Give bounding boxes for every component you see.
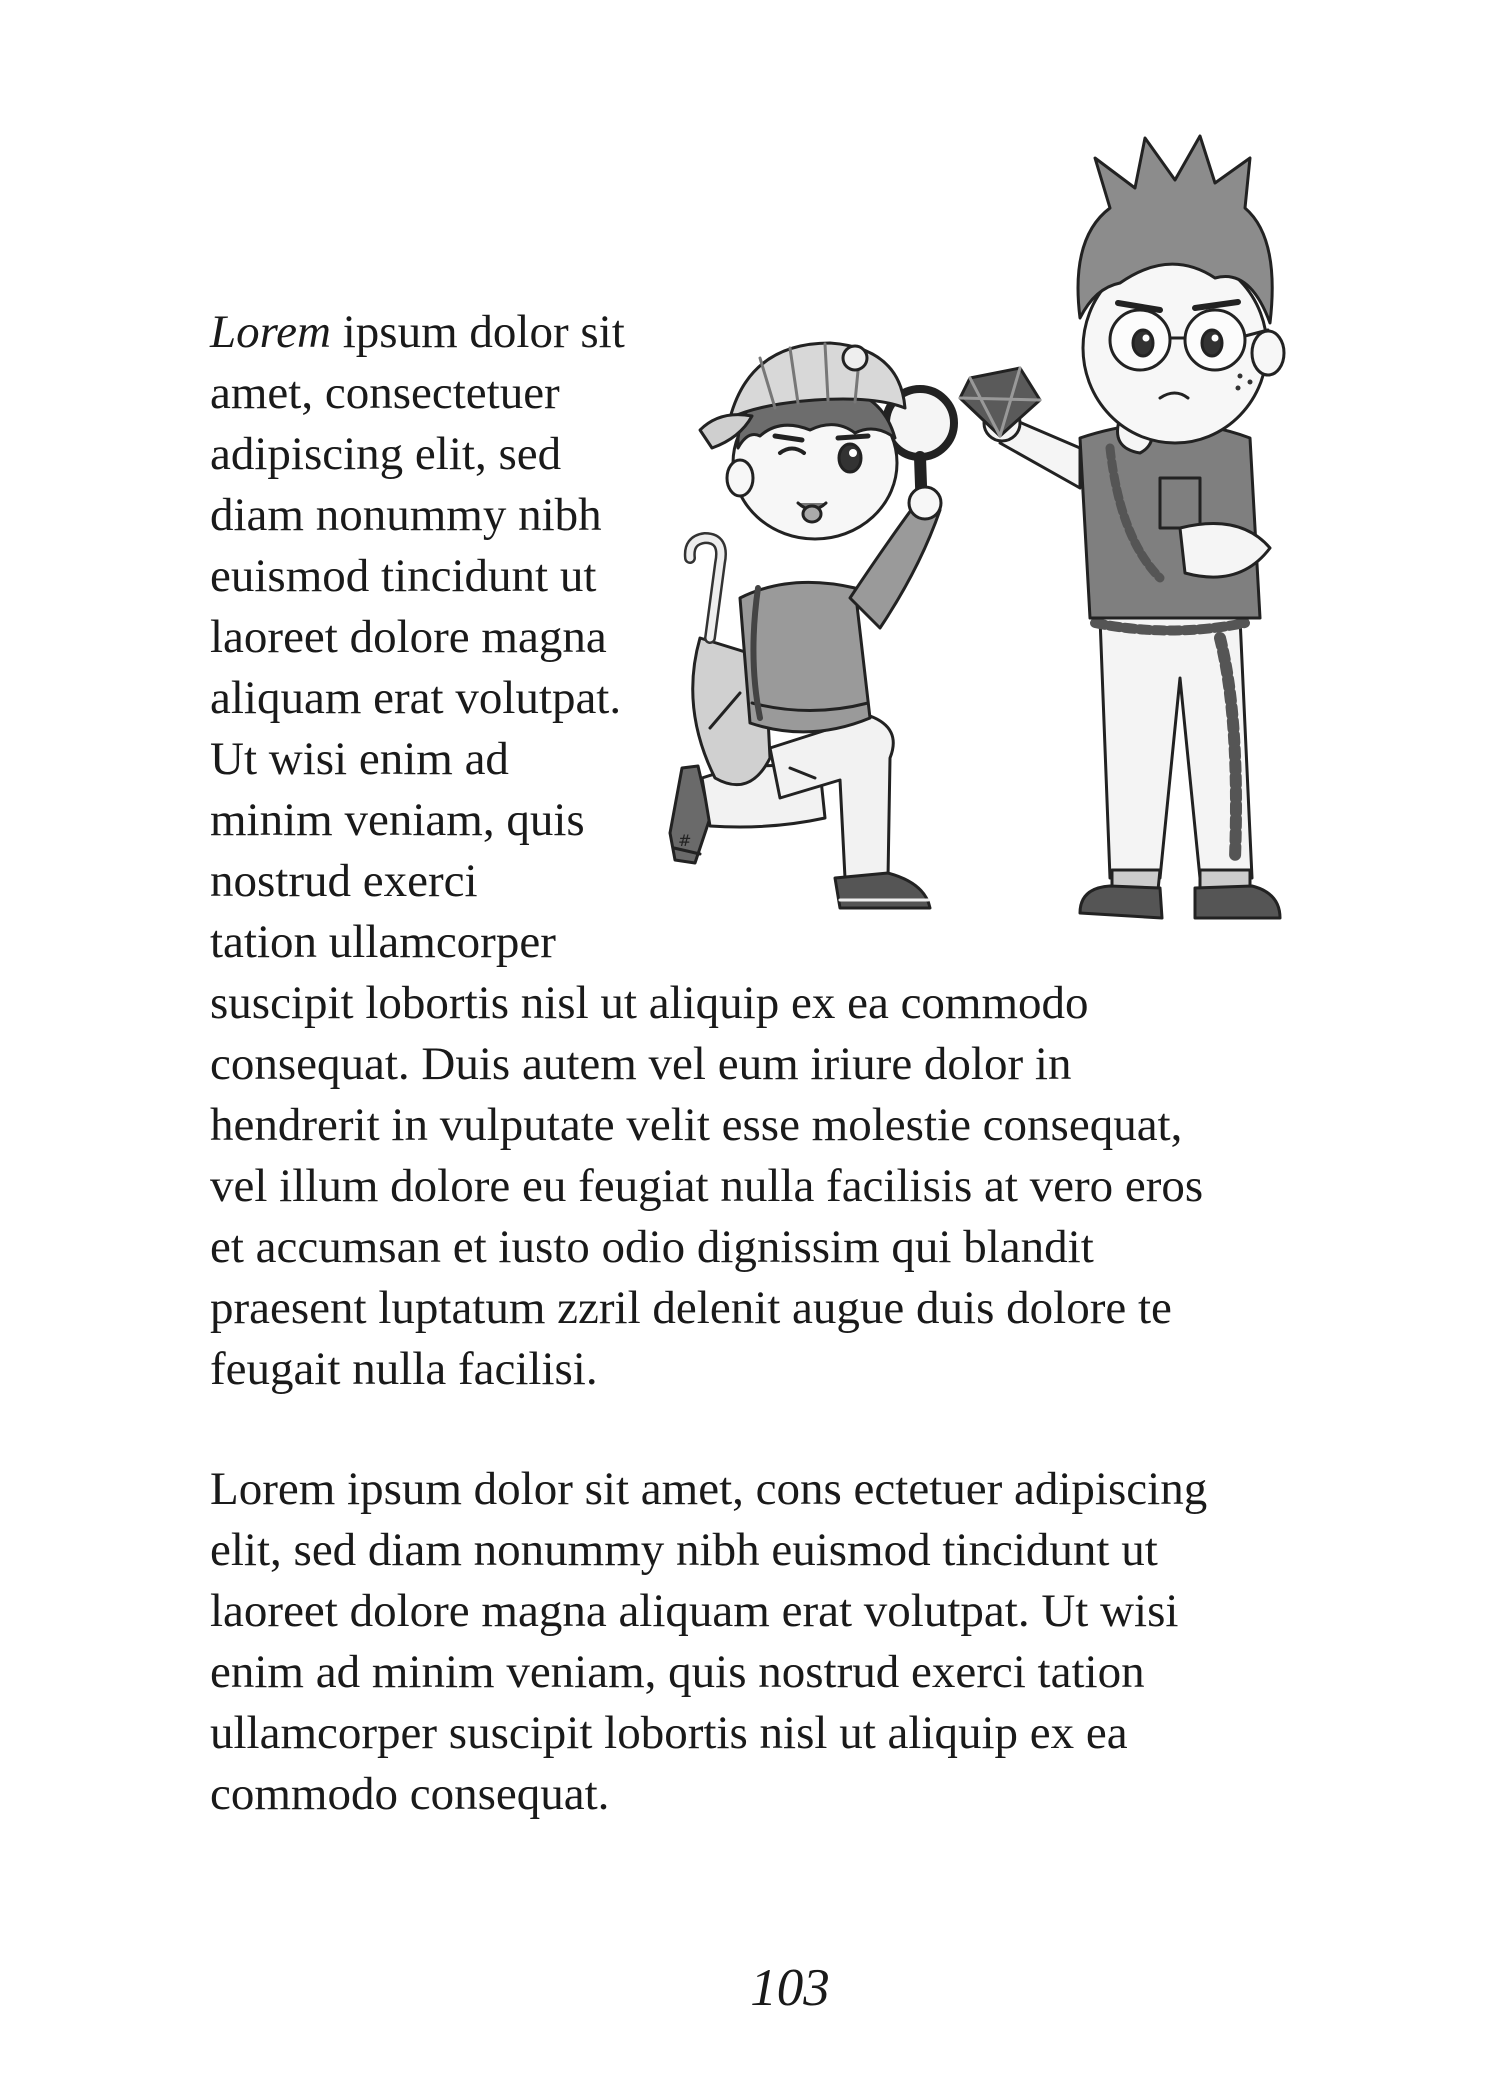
paragraph-line: enim ad minim veniam, quis nostrud exerci tation — [210, 1646, 1145, 1698]
paragraph-line: feugait nulla facilisi. — [210, 1343, 598, 1395]
svg-text:#: # — [678, 831, 692, 850]
paragraph-line: Lorem ipsum dolor sit — [210, 306, 625, 358]
page-number: 103 — [750, 1959, 830, 2017]
paragraph-line: Lorem ipsum dolor sit amet, cons ectetuer adipiscing — [210, 1463, 1208, 1515]
paragraph-line: vel illum dolore eu feugiat nulla facilisis at vero eros — [210, 1160, 1204, 1212]
paragraph-line: diam nonummy nibh — [210, 489, 602, 541]
paragraph-line: euismod tincidunt ut — [210, 550, 597, 602]
paragraph-line: tation ullamcorper — [210, 916, 556, 968]
paragraph-line: Ut wisi enim ad — [210, 733, 509, 785]
standing-kid-figure — [960, 136, 1284, 918]
paragraph-line: et accumsan et iusto odio dignissim qui blandit — [210, 1221, 1094, 1273]
paragraph-line: commodo consequat. — [210, 1768, 610, 1820]
paragraph-line: laoreet dolore magna — [210, 611, 607, 663]
paragraph-line: amet, consectetuer — [210, 367, 560, 419]
kneeling-kid-figure — [670, 343, 954, 908]
paragraph-line: elit, sed diam nonummy nibh euismod tincidunt ut — [210, 1524, 1158, 1576]
paragraph-line: minim veniam, quis — [210, 794, 585, 846]
paragraph-line: adipiscing elit, sed — [210, 428, 562, 480]
paragraph-line: hendrerit in vulputate velit esse molestie consequat, — [210, 1099, 1183, 1151]
paragraph-line: suscipit lobortis nisl ut aliquip ex ea commodo — [210, 977, 1089, 1029]
paragraph-line: aliquam erat volutpat. — [210, 672, 622, 724]
paragraph-line: laoreet dolore magna aliquam erat volutpat. Ut wisi — [210, 1585, 1179, 1637]
two-cartoon-kids-detective-illustration-icon — [640, 118, 1430, 948]
paragraph-line: ullamcorper suscipit lobortis nisl ut aliquip ex ea — [210, 1707, 1128, 1759]
lead-word: Lorem — [210, 306, 331, 358]
paragraph-line: praesent luptatum zzril delenit augue duis dolore te — [210, 1282, 1172, 1334]
paragraph-line: nostrud exerci — [210, 855, 478, 907]
paragraph-line: consequat. Duis autem vel eum iriure dolor in — [210, 1038, 1072, 1090]
paragraph-2 — [210, 1459, 1300, 1825]
